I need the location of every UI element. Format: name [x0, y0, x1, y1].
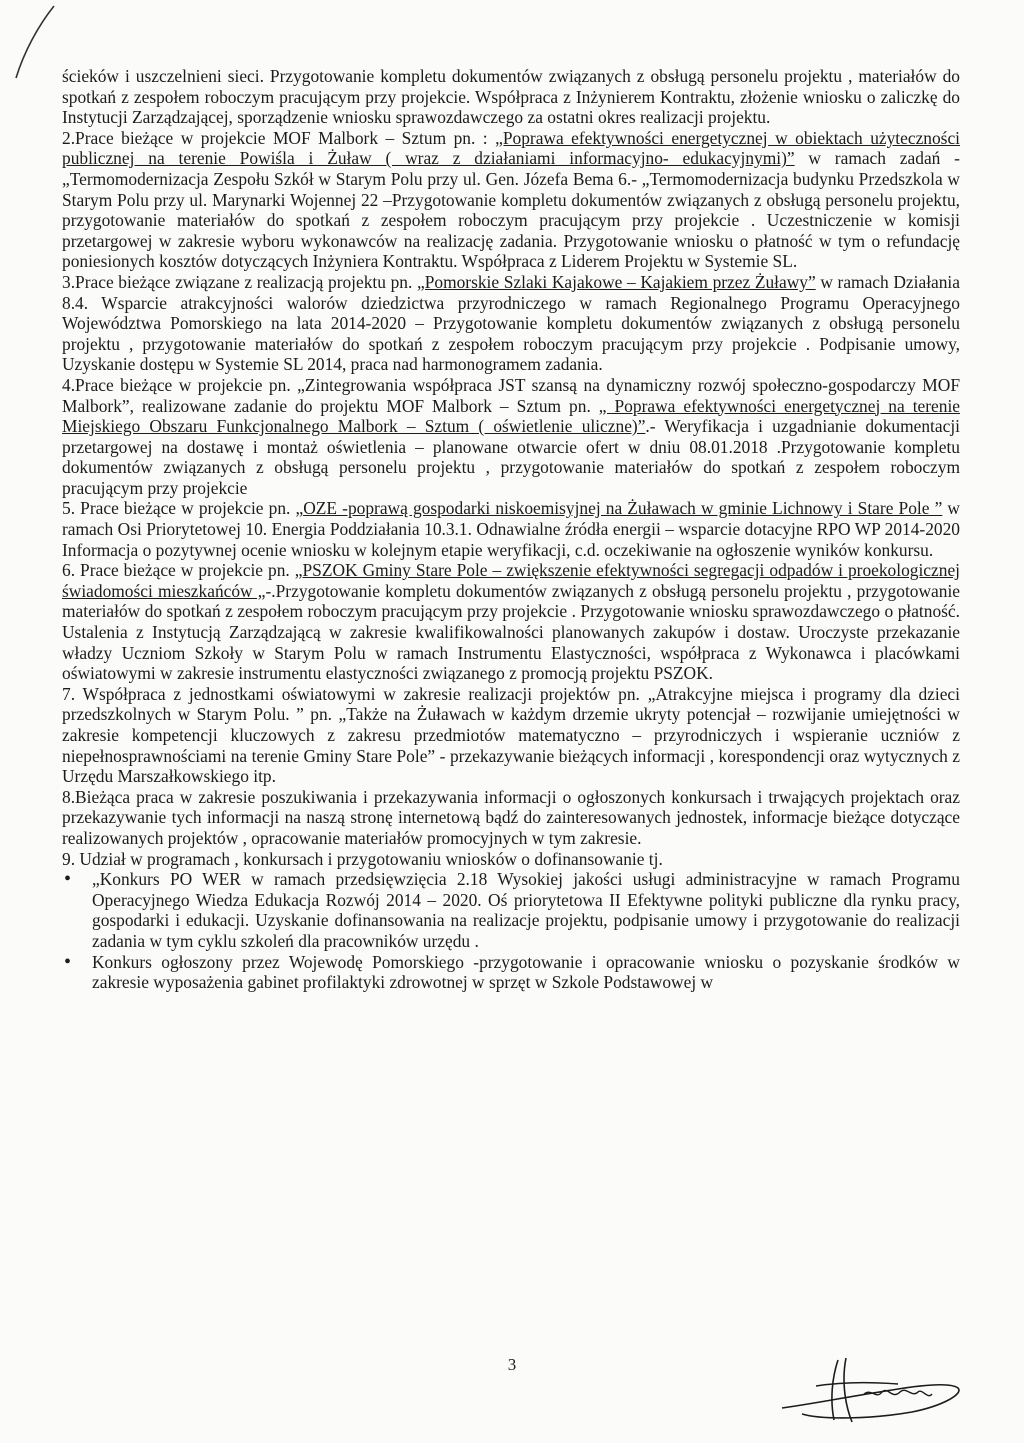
paragraph-7: 7. Współpraca z jednostkami oświatowymi w zakresie realizacji projektów pn. „Atrakcyjne miejsca i programy dla dzieci przedszkolnych w Starym Polu. ” pn. „Także na Żuławach w każdym drzemie ukryty potencjał – rozwijanie umiejętności w zakresie kompetencji kluczowych z zakresu przedmiotów matematyczno – przyrodniczych i wspieranie uczniów z niepełnosprawnościami na terenie Gminy Stare Pole” - przekazywanie bieżących informacji , korespondencji oraz wytycznych z Urzędu Marszałkowskiego itp.: [62, 683, 960, 787]
paragraph-6-project-title: „PSZOK Gminy Stare Pole – zwiększenie efektywności segregacji odpadów i proekologicznej świadomości mieszkańców „: [62, 560, 960, 601]
paragraph-9: 9. Udział w programach , konkursach i przygotowaniu wniosków o dofinansowanie tj.: [62, 848, 663, 869]
paragraph-6: [62, 560, 960, 684]
paragraph-5-rest: w ramach Osi Priorytetowej 10. Energia Poddziałania 10.3.1. Odnawialne źródła energii – wsparcie dotacyjne RPO WP 2014-2020 Informacja o pozytywnej ocenie wniosku w kolejnym etapie weryfikacji, c.d. oczekiwanie na ogłoszenie wyników konkursu.: [62, 498, 960, 560]
paragraph-4: [62, 375, 960, 499]
paragraph-3: [62, 272, 960, 375]
bullet-list: [62, 869, 960, 993]
paragraph-6-intro: 6. Prace bieżące w projekcie pn.: [62, 560, 295, 581]
handwritten-signature: [772, 1348, 972, 1430]
document-body: [62, 66, 960, 993]
paragraph-4-project-title: „ Poprawa efektywności energetycznej na terenie Miejskiego Obszaru Funkcjonalnego Malbork – Sztum ( oświetlenie uliczne)”: [62, 395, 961, 437]
paragraph-5: [62, 498, 960, 560]
paragraph-3-intro: 3.Prace bieżące związane z realizacją projektu pn.: [62, 271, 417, 292]
paragraph-1-text: ścieków i uszczelnieni sieci. Przygotowanie kompletu dokumentów związanych z obsługą personelu projektu , materiałów do spotkań z zespołem roboczym pracującym przy projekcie. Współpraca z Inżynierem Kontraktu, złożenie wniosku o zaliczkę do Instytucji Zarządzającej, sporządzenie wniosku sprawozdawczego za ostatni okres realizacji projektu.: [62, 66, 960, 128]
paragraph-8: 8.Bieżąca praca w zakresie poszukiwania i przekazywania informacji o ogłoszonych konkursach i trwających projektach oraz przekazywanie tych informacji na naszą stronę internetową bądź do zainteresowanych jednostek, informacje bieżące dotyczące realizowanych projektów , opracowanie materiałów promocyjnych w tym zakresie.: [62, 786, 960, 848]
scan-mark: [10, 2, 60, 82]
paragraph-2: [62, 128, 960, 272]
paragraph-5-intro: 5. Prace bieżące w projekcie pn.: [62, 498, 296, 519]
paragraph-3-rest: w ramach Działania 8.4. Wsparcie atrakcyjności walorów dziedzictwa przyrodniczego w ramach Regionalnego Programu Operacyjnego Województwa Pomorskiego na lata 2014-2020 – Przygotowanie kompletu dokumentów związanych z obsługą personelu projektu , przygotowanie materiałów do spotkań z zespołem roboczym pracującym przy projekcie . Podpisanie umowy, Uzyskanie dostępu w Systemie SL 2014, praca nad harmonogramem zadania.: [62, 271, 960, 375]
paragraph-4-intro: 4.Prace bieżące w projekcie pn. „Zintegrowania współpraca JST szansą na dynamiczny rozwój społeczno-gospodarczy MOF Malbork”, realizowane zadanie do projektu MOF Malbork – Sztum pn.: [62, 374, 960, 416]
paragraph-3-project-title: „Pomorskie Szlaki Kajakowe – Kajakiem przez Żuławy”: [416, 271, 816, 292]
paragraph-1: [62, 66, 960, 128]
paragraph-6-rest: -.Przygotowanie kompletu dokumentów związanych z obsługą personelu projektu , przygotowanie materiałów do spotkań z zespołem roboczym pracującym przy projekcie . Przygotowanie wniosku sprawozdawczego o płatność. Ustalenia z Instytucją Zarządzającą w zakresie kwalifikowalności planowanych zakupów i dostaw. Uroczyste przekazanie władzy Uczniom Szkoły w Starym Polu w ramach Instrumentu Elastyczności, współpraca z Wykonawca i placówkami oświatowymi w zakresie instrumentu elastyczności związanego z promocją projektu PSZOK.: [62, 580, 961, 684]
page-number: 3: [507, 1355, 517, 1374]
paragraph-4-rest: .- Weryfikacja i uzgadnianie dokumentacji przetargowej na dostawę i montaż oświetlenia – planowane otwarcie ofert w dniu 08.01.2018 .Przygotowanie kompletu dokumentów związanych z obsługą personelu projektu , przygotowanie materiałów do spotkań z zespołem roboczym pracującym przy projekcie: [62, 416, 960, 498]
paragraph-2-project-title: „Poprawa efektywności energetycznej w obiektach użyteczności publicznej na terenie Powiśla i Żuław ( wraz z działaniami informacyjno- edukacyjnymi)”: [62, 127, 961, 169]
list-item: • Konkurs ogłoszony przez Wojewodę Pomorskiego -przygotowanie i opracowanie wniosku o pozyskanie środków w zakresie wyposażenia gabinet profilaktyki zdrowotnej w sprzęt w Szkole Podstawowej w: [92, 952, 960, 993]
paragraph-5-project-title: „OZE -poprawą gospodarki niskoemisyjnej na Żuławach w gminie Lichnowy i Stare Pole ”: [295, 498, 943, 519]
paragraph-2-rest: w ramach zadań -„Termomodernizacja Zespołu Szkół w Starym Polu przy ul. Gen. Józefa Bema 6.- „Termomodernizacja budynku Przedszkola w Starym Polu przy ul. Marynarki Wojennej 22 –Przygotowanie kompletu dokumentów związanych z obsługą personelu projektu, przygotowanie materiałów do spotkań z zespołem roboczym pracującym przy projekcie . Uczestniczenie w komisji przetargowej w zakresie wyboru wykonawców na realizację zadania. Przygotowanie wniosku o płatność w tym o refundację poniesionych kosztów dotyczących Inżyniera Kontraktu. Współpraca z Liderem Projektu w Systemie SL.: [62, 148, 960, 272]
list-item: • „Konkurs PO WER w ramach przedsięwzięcia 2.18 Wysokiej jakości usługi administracyjne w ramach Programu Operacyjnego Wiedza Edukacja Rozwój 2014 – 2020. Oś priorytetowa II Efektywne polityki publiczne dla rynku pracy, gospodarki i edukacji. Uzyskanie dofinansowania na realizacje projektu, podpisanie umowy i przygotowanie do realizacji zadania w tym cyklu szkoleń dla pracowników urzędu .: [92, 869, 960, 951]
paragraph-2-intro: 2.Prace bieżące w projekcie MOF Malbork – Sztum pn. :: [62, 127, 496, 148]
